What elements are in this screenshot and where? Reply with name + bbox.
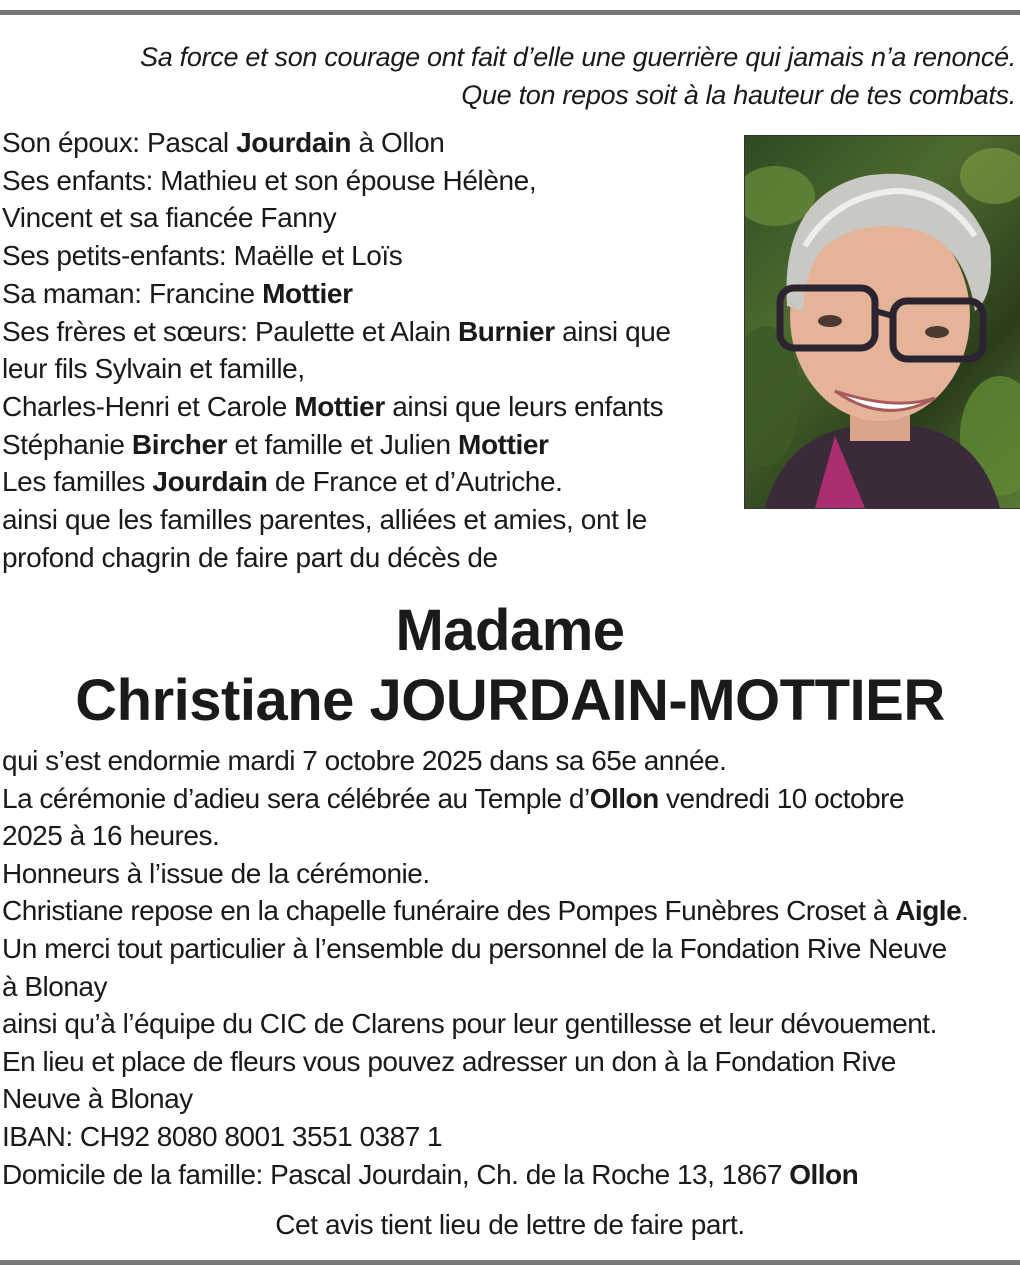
siblings-surname: Burnier [457,315,555,347]
address-place: Ollon [789,1158,859,1190]
families-suffix: de France et d’Autriche. [267,466,563,498]
address-prefix: Domicile de la famille: Pascal Jourdain, Ch. de la Roche 13, 1867 [2,1158,790,1190]
bottom-rule [0,1260,1020,1265]
relatives-line-1: ainsi que les familles parentes, alliées et amies, ont le [2,504,647,536]
siblings2-line [2,388,732,426]
ceremony-line [2,780,1020,818]
spouse-suffix: à Ollon [351,127,445,158]
deceased-title: Madame [395,598,625,663]
siblings-prefix: Ses frères et sœurs: Paulette et Alain [2,315,458,347]
nephews-surname-1: Bircher [131,428,228,460]
rest-line [2,892,1020,930]
thanks-line-2: à Blonay [2,970,107,1002]
address-line [2,1156,1020,1194]
epigraph-quote [0,38,1016,114]
rest-place: Aigle [895,895,962,927]
mother-line [2,275,732,313]
relatives-line-2: profond chagrin de faire part du décès de [2,541,498,573]
iban-line: IBAN: CH92 8080 8001 3551 0387 1 [2,1120,443,1152]
deceased-full-name: Christiane JOURDAIN-MOTTIER [75,668,945,733]
nephews-line [2,426,732,464]
families-surname: Jourdain [152,466,268,498]
nephews-surname-2: Mottier [458,428,549,460]
mother-surname: Mottier [262,277,353,309]
family-list [2,124,732,576]
ceremony-time-line: 2025 à 16 heures. [2,820,220,852]
donation-line-1: En lieu et place de fleurs vous pouvez adresser un don à la Fondation Rive [2,1045,896,1077]
donation-line-2: Neuve à Blonay [2,1083,193,1115]
children-line-1: Ses enfants: Mathieu et son épouse Hélène, [2,164,537,196]
siblings-suffix: ainsi que [554,315,671,347]
mother-prefix: Sa maman: Francine [2,277,263,309]
siblings2-prefix: Charles-Henri et Carole [2,390,295,422]
siblings-line-2: leur fils Sylvain et famille, [2,353,305,385]
quote-line-2: Que ton repos soit à la hauteur de tes combats. [461,80,1016,110]
families-prefix: Les familles [2,466,153,498]
children-line-2: Vincent et sa fiancée Fanny [2,202,337,234]
top-rule [0,10,1020,15]
honours-line: Honneurs à l’issue de la cérémonie. [2,857,430,889]
families-line [2,463,732,501]
nephews-prefix: Stéphanie [2,428,132,460]
spouse-surname: Jourdain [236,127,352,158]
spouse-prefix: Son époux: Pascal [2,127,237,158]
deceased-name-block [0,596,1020,736]
passing-line: qui s’est endormie mardi 7 octobre 2025 dans sa 65e année. [2,745,727,776]
ceremony-prefix: La cérémonie d’adieu sera célébrée au Temple d’ [2,782,590,814]
nephews-middle: et famille et Julien [227,428,459,460]
thanks-line-1: Un merci tout particulier à l’ensemble du personnel de la Fondation Rive Neuve [2,932,947,964]
siblings2-surname: Mottier [294,390,385,422]
portrait-illustration [745,136,1020,508]
siblings2-suffix: ainsi que leurs enfants [384,390,664,422]
ceremony-suffix: vendredi 10 octobre [658,782,905,814]
rest-prefix: Christiane repose en la chapelle funéraire des Pompes Funèbres Croset à [2,895,896,927]
spouse-line [2,124,732,162]
siblings-line-1 [2,313,732,351]
thanks-line-3: ainsi qu’à l’équipe du CIC de Clarens pour leur gentillesse et leur dévouement. [2,1008,937,1040]
rest-suffix: . [961,895,969,927]
closing-note: Cet avis tient lieu de lettre de faire part. [275,1209,745,1240]
quote-line-1: Sa force et son courage ont fait d’elle une guerrière qui jamais n’a renoncé. [140,42,1016,72]
portrait-photo [744,135,1020,509]
funeral-details [2,742,1020,1193]
ceremony-place: Ollon [589,782,659,814]
grandchildren-line: Ses petits-enfants: Maëlle et Loïs [2,240,403,272]
